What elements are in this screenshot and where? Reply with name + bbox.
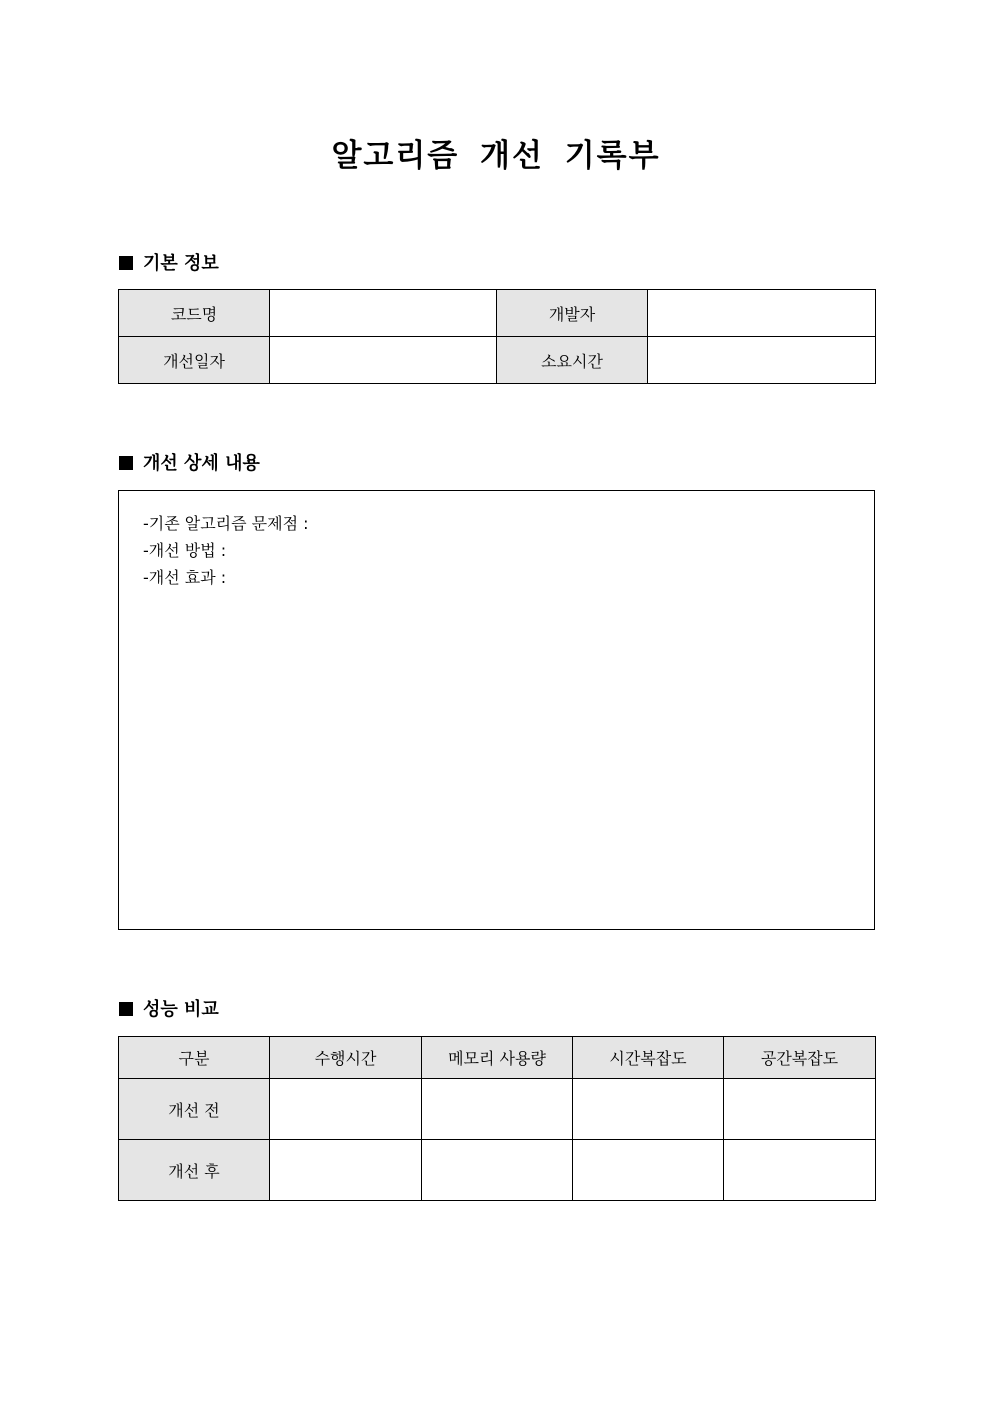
after-space-complexity-cell[interactable] <box>724 1140 876 1201</box>
before-space-complexity-cell[interactable] <box>724 1079 876 1140</box>
code-name-label: 코드명 <box>119 290 270 337</box>
section-heading-label: 기본 정보 <box>143 253 219 274</box>
performance-comparison-table <box>118 1036 876 1201</box>
existing-problem-line: -기존 알고리즘 문제점 : <box>143 514 309 533</box>
after-memory-usage-cell[interactable] <box>422 1140 573 1201</box>
time-spent-label: 소요시간 <box>497 337 648 384</box>
code-name-field[interactable] <box>270 290 497 337</box>
document-title: 알고리즘 개선 기록부 <box>331 138 661 174</box>
column-header-memory-usage: 메모리 사용량 <box>422 1037 573 1079</box>
black-square-bullet-icon <box>119 1002 133 1016</box>
developer-label: 개발자 <box>497 290 648 337</box>
table-row <box>119 337 876 384</box>
section-heading-label: 개선 상세 내용 <box>143 453 260 474</box>
before-memory-usage-cell[interactable] <box>422 1079 573 1140</box>
table-row <box>119 1140 876 1201</box>
developer-field[interactable] <box>648 290 876 337</box>
before-time-complexity-cell[interactable] <box>573 1079 724 1140</box>
improvement-date-label: 개선일자 <box>119 337 270 384</box>
row-label-before: 개선 전 <box>119 1079 270 1140</box>
black-square-bullet-icon <box>119 256 133 270</box>
improvement-details-text <box>143 510 309 591</box>
improvement-method-line: -개선 방법 : <box>143 541 227 560</box>
section-heading-details <box>119 451 260 477</box>
column-header-execution-time: 수행시간 <box>270 1037 422 1079</box>
improvement-details-box[interactable] <box>118 490 875 930</box>
basic-info-table <box>118 289 876 384</box>
improvement-effect-line: -개선 효과 : <box>143 568 227 587</box>
column-header-category: 구분 <box>119 1037 270 1079</box>
after-time-complexity-cell[interactable] <box>573 1140 724 1201</box>
after-execution-time-cell[interactable] <box>270 1140 422 1201</box>
column-header-space-complexity: 공간복잡도 <box>724 1037 876 1079</box>
column-header-time-complexity: 시간복잡도 <box>573 1037 724 1079</box>
table-row <box>119 290 876 337</box>
time-spent-field[interactable] <box>648 337 876 384</box>
section-heading-performance <box>119 997 219 1023</box>
section-heading-basic-info <box>119 251 219 277</box>
table-row <box>119 1079 876 1140</box>
table-header-row <box>119 1037 876 1079</box>
improvement-date-field[interactable] <box>270 337 497 384</box>
row-label-after: 개선 후 <box>119 1140 270 1201</box>
before-execution-time-cell[interactable] <box>270 1079 422 1140</box>
black-square-bullet-icon <box>119 456 133 470</box>
section-heading-label: 성능 비교 <box>143 999 219 1020</box>
